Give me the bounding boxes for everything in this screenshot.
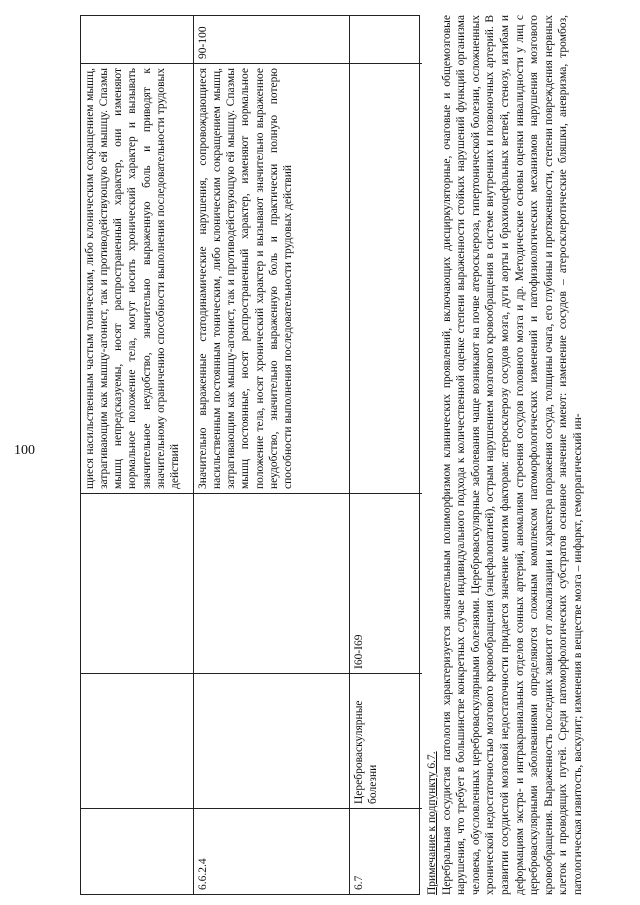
cell-description: щиеся насильственным частым тоническим, либо клоническим сокращением мышц, затрагивающим как мышцу-агонист, так и противодействующую ей мышцу. Спазмы мышц непредсказуемы, носят распространенный характер, они изменяют нормальное положение тела, могут носить хронический характер и вызывать значительное неудобство, значительно выраженную боль и приводят к значительному ограничению способности выполнения последовательности трудовых действий: [81, 64, 193, 494]
cell-codes: [81, 494, 193, 674]
cell-codes: [194, 494, 350, 674]
criteria-table: [80, 15, 420, 895]
cell-code: 6.6.2.4: [197, 858, 209, 890]
note-block: [425, 15, 586, 895]
cell-description: Значительно выраженные статодинамические нарушения, сопровождающиеся насильственным постоянным тоническим, либо клоническим сокращением мышц, затрагивающим как мышцу-агонист, так и противодействующую ей мышцу. Спазмы мышц постоянные, носят распространенный характер, изменяют нормальное положение тела, носят хронический характер и вызывают значительно выраженное неудобство, значительно выраженную боль и практически полную потерю способности выполнения последовательности трудовых действий: [194, 64, 350, 494]
table-row: [349, 16, 422, 894]
cell-percent: 90-100: [194, 14, 350, 64]
cell-name: [194, 674, 350, 809]
cell-code: 6.7: [353, 875, 365, 890]
table-row: [193, 16, 350, 894]
cell-code: [81, 809, 193, 894]
note-text: Церебральная сосудистая патология характеризуется значительным полиморфизмом клинических проявлений, включающих дисциркуляторные, очаговые и общемозговые нарушения, что требует в большинстве конкретных случае индивидуального подхода к количественной оценке степени выраженности стойких нарушений функций организма человека, обусловленных цереброваскулярными болезнями. Цереброваскулярные заболевания чаще возникают на почве атеросклероза, гипертонической болезни, осложненных хронической недостаточностью мозгового кровообращения (энцефалопатией), острым нарушением мозгового кровообращения в системе внутренних и позвоночных артерий. В развитии сосудистой мозговой недостаточности придается значение многим факторам: атеросклерозу сосудов мозга, дуги аорты и брахиоцефальных ветвей, стенозу, изгибам и деформациям экстра- и интракраниальных отделов сонных артерий, аномалиям строения сосудов головного мозга и др. Методические основы оценки инвалидности у лиц с цереброваскулярными заболеваниями определяются сложным комплексом патоморфологических изменений и патофизиологических механизмов нарушения мозгового кровообращения. Выраженность последних зависит от локализации и характера поражения сосуда, толщины очага, его глубины и протяженности, степени повреждения нервных клеток и проводящих путей. Среди патоморфологических субстратов основное значение имеют: изменение сосудов – атеросклеротические бляшки, аневризма, тромбоз, патологическая извитость, васкулит; изменения в веществе мозга – инфаркт, геморрагический ин-: [440, 15, 584, 895]
cell-name: Цереброваскулярные болезни: [350, 674, 422, 809]
note-title: Примечание к подпункту 6.7.: [426, 751, 438, 895]
cell-description: [350, 64, 422, 494]
cell-codes: I60-I69: [350, 494, 422, 674]
cell-name: [81, 674, 193, 809]
table-row: [81, 16, 193, 894]
page-number: 100: [14, 443, 35, 458]
cell-percent: [81, 14, 193, 64]
cell-percent: [350, 14, 422, 64]
